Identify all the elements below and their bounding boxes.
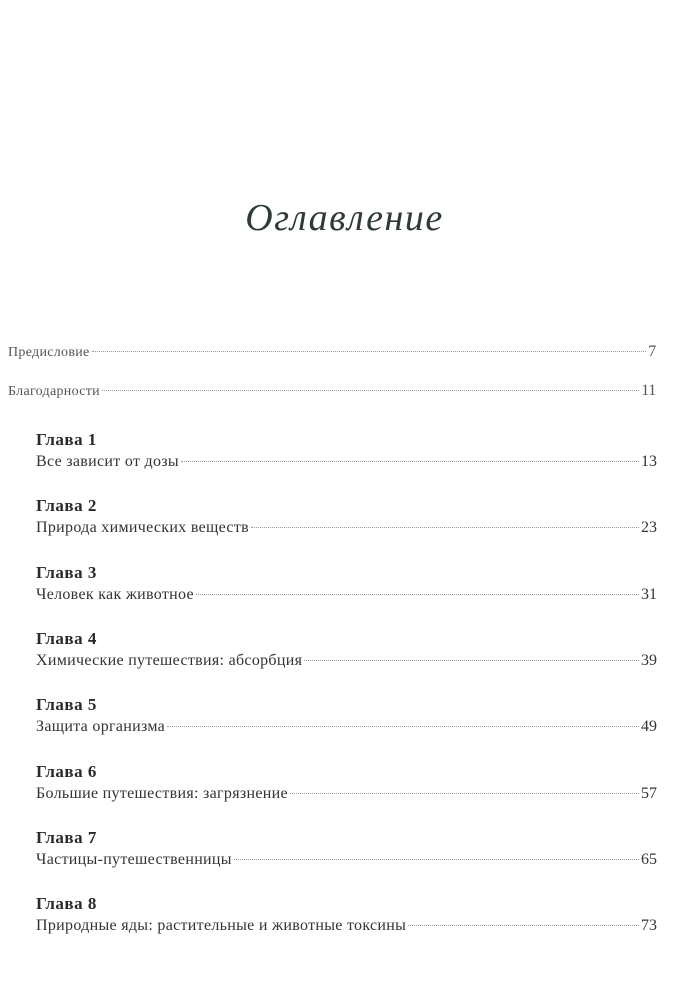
toc-page-number: 7 [648, 343, 656, 360]
toc-entry-label: Природа химических веществ [36, 519, 249, 536]
toc-page-number: 23 [641, 519, 657, 536]
chapter-heading: Глава 6 [36, 762, 97, 781]
toc-page-number: 73 [641, 917, 657, 934]
toc-entry-chapter-1[interactable] [36, 452, 657, 472]
toc-page-number: 49 [641, 718, 657, 735]
toc-page-number: 31 [641, 586, 657, 603]
chapter-heading: Глава 5 [36, 695, 97, 714]
toc-entry-chapter-8[interactable] [36, 916, 657, 936]
toc-entry-label: Химические путешествия: абсорбция [36, 652, 303, 669]
dot-leader [167, 726, 639, 727]
chapter-heading: Глава 8 [36, 894, 97, 913]
chapter-heading: Глава 1 [36, 430, 97, 449]
toc-entry-label: Предисловие [8, 345, 90, 360]
toc-page-number: 57 [641, 785, 657, 802]
toc-page-number: 11 [641, 382, 656, 399]
dot-leader [102, 390, 639, 391]
toc-entry-chapter-5[interactable] [36, 717, 657, 737]
toc-entry-label: Природные яды: растительные и животные токсины [36, 917, 407, 934]
toc-entry-chapter-6[interactable] [36, 784, 657, 804]
toc-entry-chapter-4[interactable] [36, 651, 657, 671]
toc-entry-preface[interactable] [8, 342, 656, 363]
dot-leader [290, 793, 639, 794]
toc-entry-chapter-2[interactable] [36, 518, 657, 538]
dot-leader [234, 859, 639, 860]
toc-entry-label: Все зависит от дозы [36, 453, 179, 470]
toc-entry-chapter-3[interactable] [36, 585, 657, 605]
chapter-heading: Глава 7 [36, 828, 97, 847]
toc-entry-label: Благодарности [8, 384, 100, 399]
toc-page-number: 13 [641, 453, 657, 470]
chapter-heading: Глава 4 [36, 629, 97, 648]
toc-page-number: 39 [641, 652, 657, 669]
toc-entry-chapter-7[interactable] [36, 850, 657, 870]
toc-entry-acknowledgements[interactable] [8, 381, 656, 402]
dot-leader [196, 594, 639, 595]
toc-entry-label: Человек как животное [36, 586, 194, 603]
chapter-heading: Глава 3 [36, 563, 97, 582]
chapter-heading: Глава 2 [36, 496, 97, 515]
page-title: Оглавление [245, 197, 444, 239]
toc-entry-label: Большие путешествия: загрязнение [36, 785, 288, 802]
dot-leader [304, 660, 639, 661]
dot-leader [251, 527, 639, 528]
dot-leader [92, 351, 647, 352]
toc-entry-label: Защита организма [36, 718, 166, 735]
toc-entry-label: Частицы-путешественницы [36, 851, 232, 868]
dot-leader [408, 925, 639, 926]
dot-leader [181, 461, 639, 462]
toc-page-number: 65 [641, 851, 657, 868]
